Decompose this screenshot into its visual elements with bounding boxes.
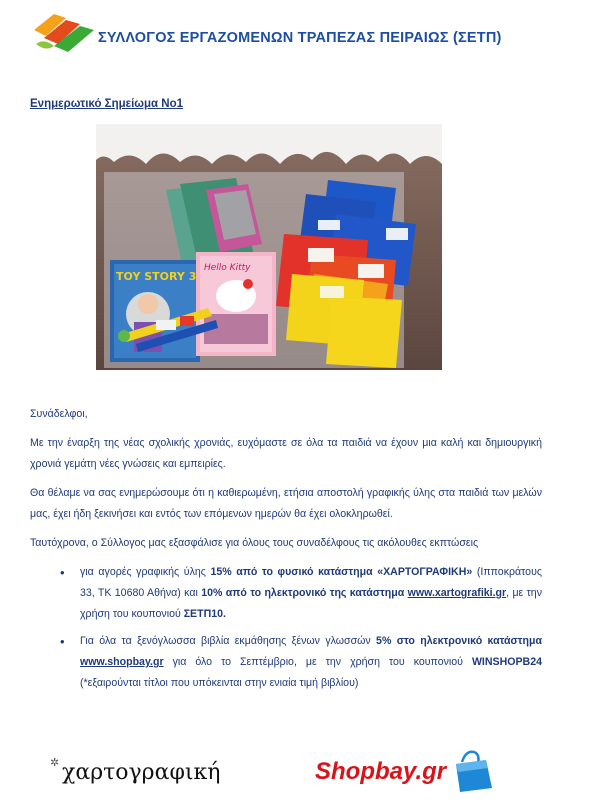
coupon-code: ΣΕΤΠ10. bbox=[183, 608, 226, 620]
shopping-bag-icon bbox=[448, 748, 498, 794]
xartografiki-wordmark: χαρτογραφική bbox=[62, 760, 221, 785]
list-item bbox=[30, 631, 542, 694]
bullet-bold: 5% στο ηλεκτρονικό κατάστημα bbox=[376, 635, 542, 647]
paragraph-intro: Με την έναρξη της νέας σχολικής χρονιάς, ευχόμαστε σε όλα τα παιδιά να έχουν μια καλή και δημιουργική χρονιά γεμάτη νέες γνώσεις και εμπειρίες. bbox=[30, 437, 542, 470]
sparkle-icon: ✲ bbox=[50, 756, 60, 769]
shopbay-link[interactable]: www.shopbay.gr bbox=[80, 656, 164, 668]
bullet-text: , με την χρήση του κουπονιού bbox=[80, 587, 542, 620]
union-logo bbox=[30, 8, 98, 56]
coupon-code: WINSHOPB24 bbox=[471, 656, 542, 668]
bullet-text: (*εξαιρούνται τίτλοι που υπόκεινται στην ενιαία τιμή βιβλίου) bbox=[80, 677, 359, 689]
bullet-bold: 10% από το ηλεκτρονικό της κατάστημα bbox=[201, 587, 405, 599]
list-item bbox=[30, 562, 542, 625]
bullet-text: (Ιπποκράτους 33, ΤΚ 10680 Αθήνα) και bbox=[80, 566, 542, 599]
hello-kitty-label: Hello Kitty bbox=[204, 263, 251, 273]
shopbay-logo: Shopbay.gr bbox=[315, 758, 447, 785]
xartografiki-link[interactable]: www.xartografiki.gr bbox=[407, 587, 507, 599]
bullet-text: για αγορές γραφικής ύλης bbox=[80, 566, 211, 578]
bullet-bold: 15% από το φυσικό κατάστημα «ΧΑΡΤΟΓΡΑΦΙΚΗ» bbox=[210, 566, 473, 578]
memo-title: Ενημερωτικό Σημείωμα Νο1 bbox=[30, 98, 184, 110]
paragraph-discounts: Ταυτόχρονα, ο Σύλλογος μας εξασφάλισε για όλους τους συναδέλφους τις ακόλουθες εκπτώσεις bbox=[30, 537, 479, 549]
discount-list bbox=[30, 562, 542, 694]
toy-story-label: TOY STORY 3 bbox=[116, 270, 197, 283]
xartografiki-logo bbox=[50, 756, 221, 785]
organization-title: ΣΥΛΛΟΓΟΣ ΕΡΓΑΖΟΜΕΝΩΝ ΤΡΑΠΕΖΑΣ ΠΕΙΡΑΙΩΣ (ΣΕΤΠ) bbox=[98, 30, 502, 46]
school-supplies-photo bbox=[96, 124, 442, 370]
greeting: Συνάδελφοι, bbox=[30, 408, 88, 420]
memo-body bbox=[30, 404, 542, 700]
bullet-text: Για όλα τα ξενόγλωσσα βιβλία εκμάθησης ξένων γλωσσών bbox=[80, 635, 377, 647]
paragraph-shipment: Θα θέλαμε να σας ενημερώσουμε ότι η καθιερωμένη, ετήσια αποστολή γραφικής ύλης στα παιδιά των μελών μας, έχει ήδη ξεκινήσει και εντός των επόμενων ημερών θα έχει ολοκληρωθεί. bbox=[30, 487, 542, 520]
bullet-text: για όλο το Σεπτέμβριο, με την χρήση του κουπονιού bbox=[163, 656, 472, 668]
